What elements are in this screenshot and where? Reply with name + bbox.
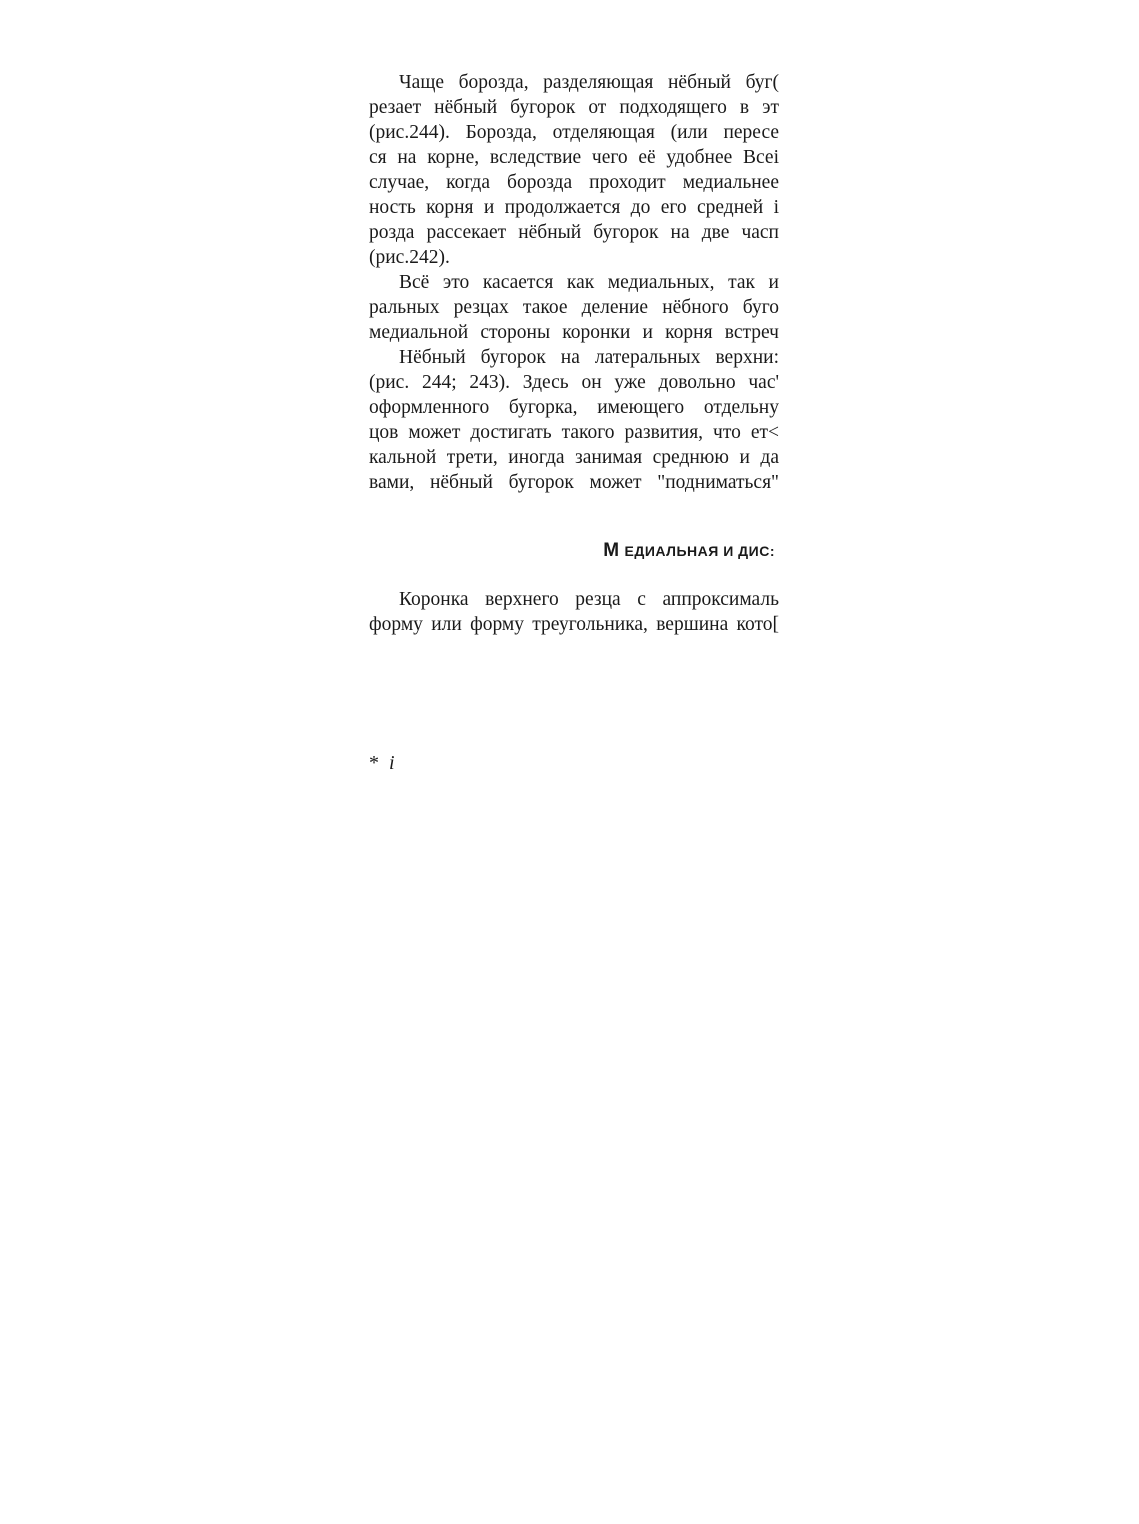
footer-asterisk: * [369, 752, 379, 774]
text-line: ральных резцах такое деление нёбного буго [369, 297, 779, 318]
text-line: медиальной стороны коронки и корня встреч [369, 322, 779, 343]
text-line: Всё это касается как медиальных, так и [399, 272, 779, 293]
page-footer-mark [369, 752, 395, 775]
text-line: (рис. 244; 243). Здесь он уже довольно час' [369, 372, 779, 393]
text-line: ся на корне, вследствие чего её удобнее Всеі [369, 147, 779, 168]
text-line: Чаще борозда, разделяющая нёбный буг( [399, 72, 779, 93]
text-line: форму или форму треугольника, вершина кото[ [369, 614, 779, 635]
section-heading [369, 537, 779, 565]
text-line: розда рассекает нёбный бугорок на две часп [369, 222, 779, 243]
text-line: кальной трети, иногда занимая среднюю и да [369, 447, 779, 468]
text-line: оформленного бугорка, имеющего отдельну [369, 397, 779, 418]
text-line: цов может достигать такого развития, что ет< [369, 422, 779, 443]
text-line: Коронка верхнего резца с аппроксималь [399, 589, 779, 610]
paragraph-2 [369, 270, 779, 345]
text-line: (рис.244). Борозда, отделяющая (или пересе [369, 122, 779, 143]
text-line: случае, когда борозда проходит медиальнее [369, 172, 779, 193]
section-heading-initial: М [603, 540, 620, 561]
section-paragraph-1 [369, 587, 779, 637]
text-line: (рис.242). [369, 247, 450, 268]
text-line: ность корня и продолжается до его средней і [369, 197, 779, 218]
paragraph-3 [369, 345, 779, 495]
text-line: резает нёбный бугорок от подходящего в эт [369, 97, 779, 118]
text-line: вами, нёбный бугорок может "подниматься" [369, 472, 779, 493]
footer-letter: i [389, 752, 395, 774]
text-line: Нёбный бугорок на латеральных верхни: [399, 347, 779, 368]
page-text-column [369, 70, 779, 637]
section-heading-text: ЕДИАЛЬНАЯ И ДИС: [624, 543, 775, 559]
paragraph-1 [369, 70, 779, 270]
